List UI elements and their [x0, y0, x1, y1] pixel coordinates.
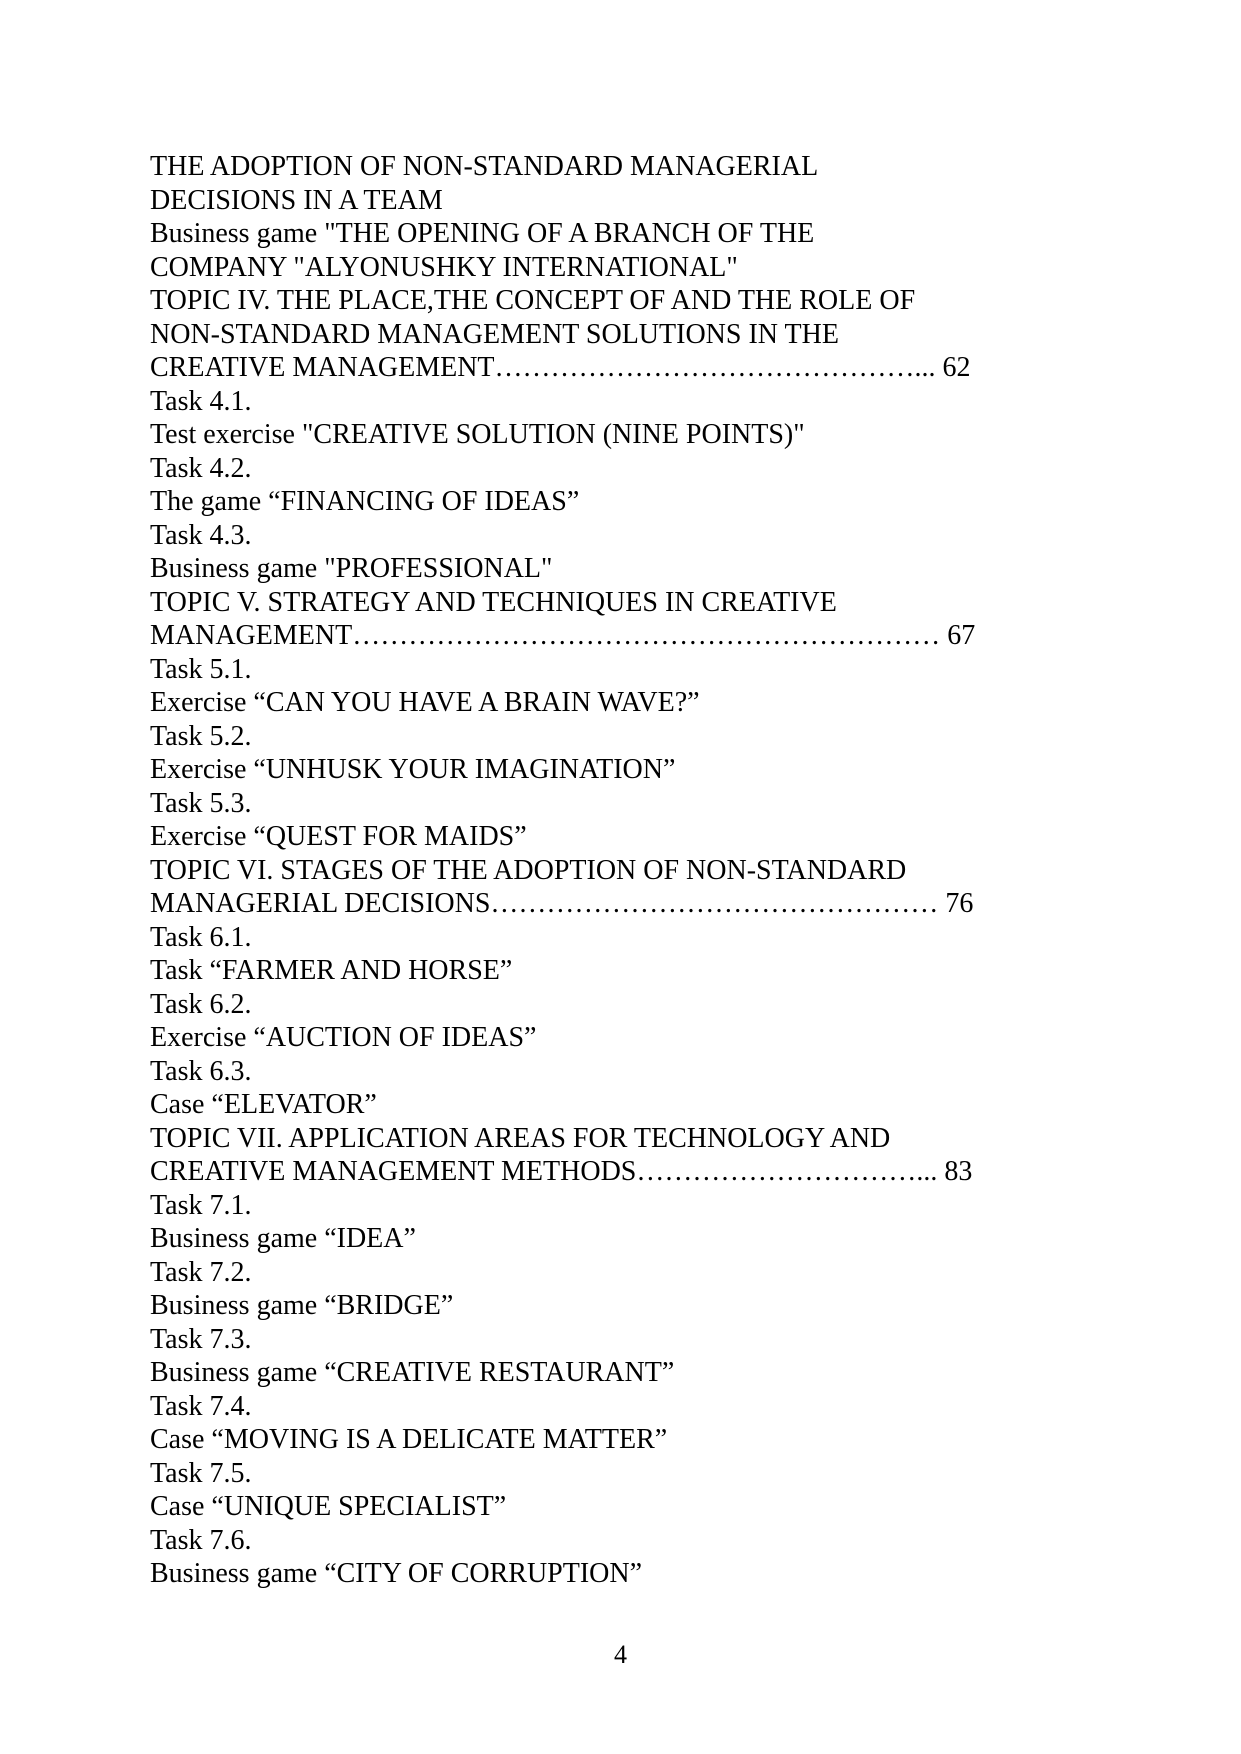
toc-entry: Exercise “UNHUSK YOUR IMAGINATION” [150, 754, 676, 785]
toc-entry: Task 6.3. [150, 1055, 252, 1087]
toc-entry: Exercise “QUEST FOR MAIDS” [150, 821, 527, 852]
toc-entry: Case “UNIQUE SPECIALIST” [150, 1491, 507, 1522]
toc-entry: CREATIVE MANAGEMENT………………………………………... 62 [150, 352, 971, 383]
toc-entry: MANAGERIAL DECISIONS………………………………………… 76 [150, 888, 974, 919]
toc-entry: COMPANY "ALYONUSHKY INTERNATIONAL" [150, 251, 738, 283]
toc-entry: Task 7.6. [150, 1524, 252, 1556]
toc-entry: Task 7.5. [150, 1457, 252, 1489]
toc-entry: Task 6.2. [150, 988, 252, 1020]
toc-entry: TOPIC VII. APPLICATION AREAS FOR TECHNOLOGY AND [150, 1122, 891, 1154]
toc-entry: Task 7.4. [150, 1390, 252, 1422]
toc-entry: Business game “CITY OF CORRUPTION” [150, 1558, 643, 1589]
toc-entry: Case “ELEVATOR” [150, 1089, 377, 1120]
toc-entry: Business game “IDEA” [150, 1223, 416, 1254]
toc-entry: Task 5.1. [150, 653, 252, 685]
toc-entry: DECISIONS IN A TEAM [150, 184, 443, 216]
toc-entry: TOPIC IV. THE PLACE,THE CONCEPT OF AND THE ROLE OF [150, 285, 916, 316]
toc-entry: Task 4.2. [150, 452, 252, 484]
toc-entry: Business game "PROFESSIONAL" [150, 553, 553, 584]
toc-entry: Task 5.2. [150, 720, 252, 752]
toc-entry: Task 7.3. [150, 1323, 252, 1355]
toc-entry: Case “MOVING IS A DELICATE MATTER” [150, 1424, 668, 1455]
toc-entry: Business game "THE OPENING OF A BRANCH OF THE [150, 218, 815, 249]
toc-entry: The game “FINANCING OF IDEAS” [150, 486, 580, 517]
toc-entry: THE ADOPTION OF NON-STANDARD MANAGERIAL [150, 151, 819, 182]
toc-entry: TOPIC VI. STAGES OF THE ADOPTION OF NON-STANDARD [150, 854, 907, 886]
toc-entry: MANAGEMENT……………………………………………………… 67 [150, 620, 976, 651]
toc-entry: Task 5.3. [150, 787, 252, 819]
toc-entry: NON-STANDARD MANAGEMENT SOLUTIONS IN THE [150, 318, 839, 350]
page-number: 4 [614, 1640, 627, 1669]
toc-entry: Task “FARMER AND HORSE” [150, 955, 513, 986]
toc-entry: Task 4.1. [150, 385, 252, 417]
toc-entry: Test exercise "CREATIVE SOLUTION (NINE POINTS)" [150, 419, 805, 450]
toc-entry: Task 7.1. [150, 1189, 252, 1221]
toc-entry: Exercise “AUCTION OF IDEAS” [150, 1022, 537, 1053]
toc-entry: Task 4.3. [150, 519, 252, 551]
toc-entry: CREATIVE MANAGEMENT METHODS…………………………... 83 [150, 1156, 973, 1187]
toc-entry: TOPIC V. STRATEGY AND TECHNIQUES IN CREATIVE [150, 586, 837, 618]
table-of-contents [150, 150, 1010, 1591]
toc-entry: Business game “CREATIVE RESTAURANT” [150, 1357, 675, 1388]
toc-entry: Task 7.2. [150, 1256, 252, 1288]
toc-entry: Business game “BRIDGE” [150, 1290, 454, 1321]
toc-entry: Task 6.1. [150, 921, 252, 953]
toc-entry: Exercise “CAN YOU HAVE A BRAIN WAVE?” [150, 687, 700, 718]
